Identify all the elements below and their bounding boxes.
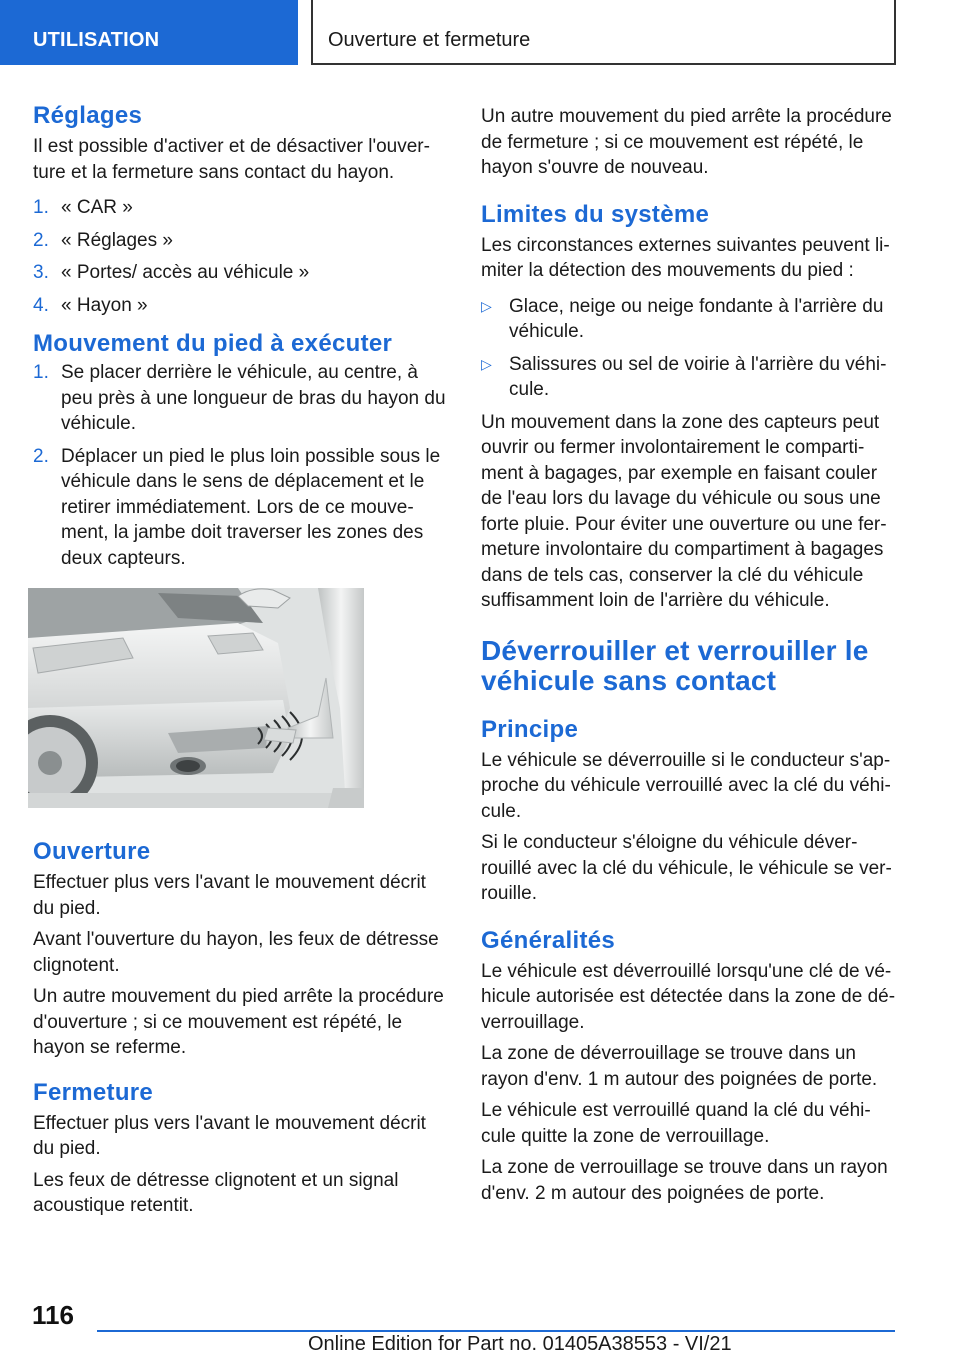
reglages-text: Il est possible d'activer et de désactiver l'ouver-ture et la fermeture sans contact du hayon. xyxy=(33,136,430,183)
limites-text: Les circonstances externes suivantes peuvent li-miter la détection des mouvements du pied : xyxy=(481,234,890,281)
list-item: 1. Se placer derrière le véhicule, au centre, à peu près à une longueur de bras du hayon du véhicule. xyxy=(33,362,446,434)
triangle-bullet-icon: ▷ xyxy=(481,355,492,372)
reglages-steps xyxy=(33,195,451,318)
limites-bullets xyxy=(481,294,899,403)
generalites-text-2: La zone de déverrouillage se trouve dans un rayon d'env. 1 m autour des poignées de porte. xyxy=(481,1043,878,1090)
generalites-text-3: Le véhicule est verrouillé quand la clé du véhi-cule quitte la zone de verrouillage. xyxy=(481,1100,871,1147)
list-item: 4. « Hayon » xyxy=(33,294,148,316)
foot-gesture-illustration xyxy=(28,588,364,808)
left-column xyxy=(33,100,451,1219)
heading-mouvement: Mouvement du pied à exécuter xyxy=(33,330,393,357)
list-item: ▷ Salissures ou sel de voirie à l'arrière du véhi-cule. xyxy=(481,353,887,400)
heading-ouverture: Ouverture xyxy=(33,838,151,865)
generalites-text-4: La zone de verrouillage se trouve dans un rayon d'env. 2 m autour des poignées de porte. xyxy=(481,1157,888,1204)
list-item: 3. « Portes/ accès au véhicule » xyxy=(33,262,310,283)
fermeture-continued: Un autre mouvement du pied arrête la procédure de fermeture ; si ce mouvement est répété, le hayon s'ouvre de nouveau. xyxy=(481,106,892,178)
heading-generalites: Généralités xyxy=(481,926,616,954)
section-title: UTILISATION xyxy=(33,29,160,51)
fermeture-text-1: Effectuer plus vers l'avant le mouvement décrit du pied. xyxy=(33,1112,426,1159)
car-rear-illustration xyxy=(28,588,364,808)
mouvement-steps xyxy=(33,360,451,571)
generalites-text-1: Le véhicule est déverrouillé lorsqu'une clé de vé-hicule autorisée est détectée dans la zone de dé-verrouillage. xyxy=(481,960,896,1033)
edition-note: Online Edition for Part no. 01405A38553 - VI/21 xyxy=(308,1333,732,1355)
section-tab xyxy=(0,0,298,65)
heading-fermeture: Fermeture xyxy=(33,1078,154,1106)
list-item: ▷ Glace, neige ou neige fondante à l'arrière du véhicule. xyxy=(481,295,884,342)
list-item: 1. « CAR » xyxy=(33,197,133,218)
heading-limites: Limites du système xyxy=(481,200,710,228)
ouverture-text-1: Effectuer plus vers l'avant le mouvement décrit du pied. xyxy=(33,872,426,919)
ouverture-text-2: Avant l'ouverture du hayon, les feux de détresse clignotent. xyxy=(33,929,439,976)
right-column xyxy=(481,104,899,1206)
list-item: 2. Déplacer un pied le plus loin possible sous le véhicule dans le sens de déplacement et le retirer immédiatement. Lors de ce mouve-ment, la jambe doit traverser les zones des deux capteurs. xyxy=(33,445,441,569)
chapter-title: Ouverture et fermeture xyxy=(328,29,531,51)
principe-text-1: Le véhicule se déverrouille si le conducteur s'ap-proche du véhicule verrouillé avec la clé du véhi-cule. xyxy=(481,749,891,822)
heading-principe: Principe xyxy=(481,715,579,743)
limites-after: Un mouvement dans la zone des capteurs peut ouvrir ou fermer involontairement le comparti-ment à bagages, par exemple en faisant couler de l'eau lors du lavage du véhicule ou sous une forte pluie. Pour éviter une ouverture ou une fer-meture involontaire du compartiment à bagages dans de tels cas, conserver la clé du véhicule suffisamment loin de l'arrière du véhicule. xyxy=(481,411,887,611)
footer-divider xyxy=(97,1330,895,1332)
triangle-bullet-icon: ▷ xyxy=(481,297,492,314)
chapter-header xyxy=(311,0,896,65)
heading-reglages: Réglages xyxy=(33,102,143,129)
heading-deverrouiller: Déverrouiller et verrouiller le véhicule sans contact xyxy=(481,634,869,696)
principe-text-2: Si le conducteur s'éloigne du véhicule déver-rouillé avec la clé du véhicule, le véhicule se ver-rouille. xyxy=(481,832,892,904)
fermeture-text-2: Les feux de détresse clignotent et un signal acoustique retentit. xyxy=(33,1169,399,1216)
ouverture-text-3: Un autre mouvement du pied arrête la procédure d'ouverture ; si ce mouvement est répété, le hayon se referme. xyxy=(33,986,444,1058)
page-number: 116 xyxy=(32,1300,74,1330)
list-item: 2. « Réglages » xyxy=(33,229,173,251)
